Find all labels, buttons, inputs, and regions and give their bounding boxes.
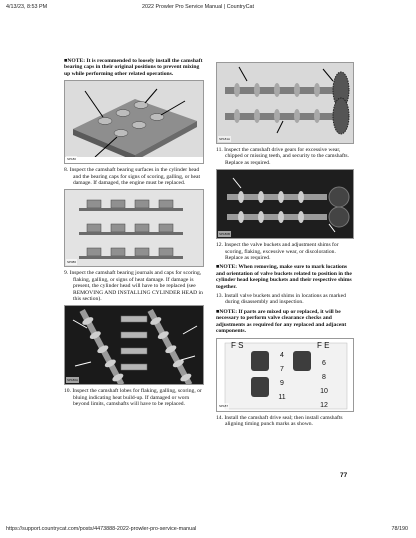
step-12: 12. Inspect the valve buckets and adjustment shims for scoring, flaking, excessive wear, or discoloration. Replace as required. — [216, 242, 339, 262]
note-mark-locations: ■NOTE: When removing, make sure to mark locations and orientation of valve buckets related to position in the cylinder head keeping buckets and their respective shims together. — [216, 264, 352, 290]
figure-bearing-caps — [64, 189, 204, 267]
step-14: 14. Install the camshaft drive seal; then install camshafts aligning timing punch marks as shown. — [216, 414, 343, 427]
label-9: 9 — [280, 379, 284, 387]
figure-label-right: F E — [317, 340, 330, 350]
step-13: 13. Install valve buckets and shims in locations as marked during disassembly and inspection. — [216, 293, 346, 306]
figure-id: SP180A — [67, 378, 79, 383]
note-parts-mixed-up: ■NOTE: If parts are mixed up or replaced, it will be necessary to perform valve clearance checks and adjustments as required for any replaced and adjacent components. — [216, 308, 347, 335]
step-11: 11. Inspect the camshaft drive gears for excessive wear, chipped or missing teeth, and security to the camshafts. Replace as required. — [216, 147, 349, 166]
figure-cylinder-head — [64, 80, 204, 164]
label-4: 4 — [280, 351, 284, 359]
step-8: 8. Inspect the camshaft bearing surfaces in the cylinder head and the bearing caps for signs of scoring, galling, or heat damage. If damaged, the engine must be replaced. — [64, 167, 201, 187]
note-bearing-caps: ■NOTE: It is recommended to loosely install the camshaft bearing caps in their original positions to prevent mixing up while performing other related operations. — [64, 58, 203, 77]
figure-id: SP187 — [219, 404, 229, 409]
figure-id: SP086 — [67, 260, 77, 265]
page-title: 2022 Prowler Pro Service Manual | CountryCat — [142, 4, 254, 10]
figure-valve-buckets — [216, 169, 354, 239]
label-8: 8 — [322, 373, 326, 381]
label-10: 10 — [320, 387, 328, 395]
figure-label-left: F S — [231, 340, 244, 350]
page-url[interactable]: https://support.countrycat.com/posts/4473888-2022-prowler-pro-service-manual — [6, 526, 197, 532]
step-9: 9. Inspect the camshaft bearing journals and caps for scoring, flaking, galling, or signs of heat damage. If damage is present, the cylinder head will have to be replaced (see REMOVING AND INSTALLING CYLINDER HEAD in this section). — [64, 270, 203, 303]
right-column — [216, 62, 354, 430]
figure-camshaft-lobes — [64, 305, 204, 385]
figure-camshaft-drive-gears — [216, 62, 354, 144]
figure-id: SP181A — [219, 136, 231, 141]
figure-id: SP180B — [219, 231, 231, 236]
handwritten-column-right — [317, 357, 331, 412]
label-7: 7 — [280, 365, 284, 373]
step-10: 10. Inspect the camshaft lobes for flaking, galling, scoring, or bluing indicating heat build-up. If damaged or worn beyond limits, camshafts will have to be replaced. — [64, 388, 202, 408]
handwritten-column-left — [275, 349, 289, 405]
page-counter: 78/190 — [391, 526, 408, 532]
print-timestamp: 4/13/23, 8:53 PM — [6, 4, 48, 10]
page-number: 77 — [340, 472, 348, 479]
left-column — [64, 58, 204, 411]
label-6: 6 — [322, 359, 326, 367]
figure-id: SP180 — [67, 156, 77, 161]
label-11: 11 — [278, 393, 286, 401]
figure-timing-marks — [216, 338, 354, 412]
label-12: 12 — [320, 401, 328, 409]
